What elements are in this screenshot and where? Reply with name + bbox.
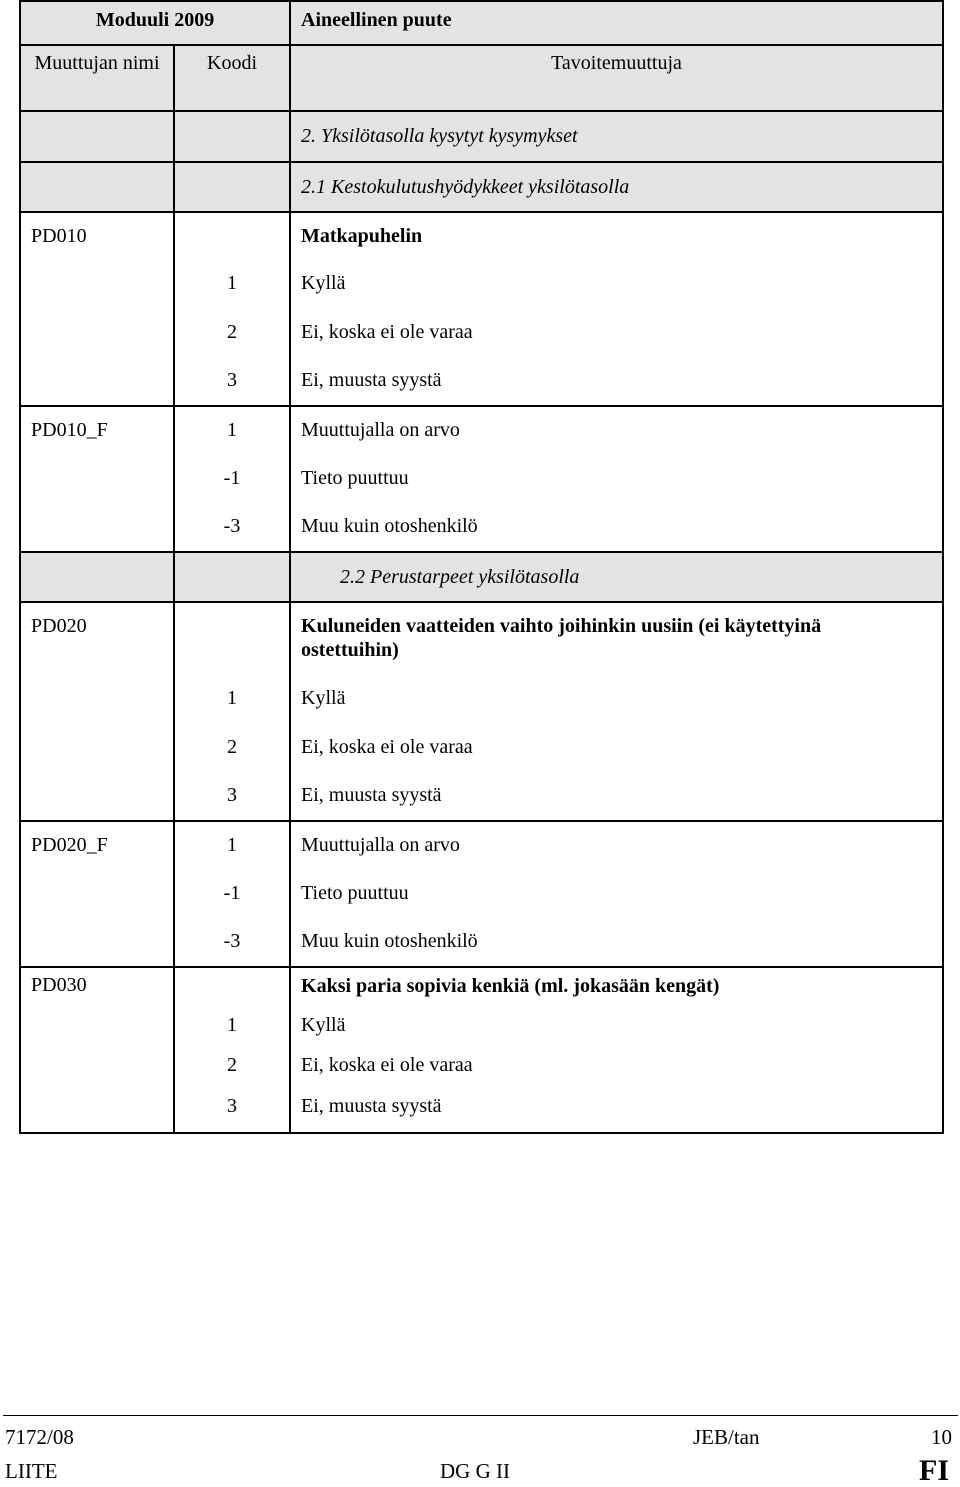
pd020-question: Kuluneiden vaatteiden vaihto joihinkin uusiin (ei käytettyinä ostettuihin) <box>290 602 943 675</box>
pd030-opt2-code: 2 <box>174 1049 290 1090</box>
pd020-question-row <box>20 602 943 675</box>
pd030-question-row <box>20 967 943 1009</box>
pd030-opt1-code: 1 <box>174 1009 290 1049</box>
variables-table <box>19 0 944 1134</box>
pd020-option-row <box>20 675 943 724</box>
footer-doc-number: 7172/08 <box>5 1425 74 1449</box>
pd030-opt2-label: Ei, koska ei ole varaa <box>290 1049 943 1090</box>
pd010f-opt2-code: -1 <box>174 455 290 503</box>
pd010f-opt2-label: Tieto puuttuu <box>290 455 943 503</box>
pd030-option-row <box>20 1049 943 1090</box>
pd010f-opt3-label: Muu kuin otoshenkilö <box>290 503 943 552</box>
pd020f-option-row <box>20 870 943 918</box>
pd020-opt3-code: 3 <box>174 772 290 821</box>
pd020-opt1-label: Kyllä <box>290 675 943 724</box>
pd010-opt2-label: Ei, koska ei ole varaa <box>290 309 943 357</box>
pd010-opt1-label: Kyllä <box>290 260 943 309</box>
pd020f-opt1-label: Muuttujalla on arvo <box>290 821 943 870</box>
pd020f-opt3-label: Muu kuin otoshenkilö <box>290 918 943 967</box>
pd020f-option-row <box>20 821 943 870</box>
pd020-opt1-code: 1 <box>174 675 290 724</box>
pd020f-opt1-code: 1 <box>174 821 290 870</box>
pd020f-name: PD020_F <box>20 821 174 870</box>
header-row-columns <box>20 45 943 111</box>
section-22-row <box>20 552 943 602</box>
module-label: Moduuli 2009 <box>20 1 290 45</box>
section-22-title: 2.2 Perustarpeet yksilötasolla <box>290 552 943 602</box>
pd010f-option-row <box>20 455 943 503</box>
pd030-option-row <box>20 1009 943 1049</box>
pd010-option-row <box>20 260 943 309</box>
col-name-header: Muuttujan nimi <box>20 45 174 111</box>
pd010-option-row <box>20 357 943 406</box>
pd020f-opt2-label: Tieto puuttuu <box>290 870 943 918</box>
content-label: Aineellinen puute <box>290 1 943 45</box>
pd020-name: PD020 <box>20 602 174 675</box>
col-code-header: Koodi <box>174 45 290 111</box>
section-21-title: 2.1 Kestokulutushyödykkeet yksilötasolla <box>290 162 943 212</box>
pd020f-opt3-code: -3 <box>174 918 290 967</box>
pd010-name: PD010 <box>20 212 174 260</box>
footer-dg: DG G II <box>440 1459 510 1483</box>
footer-page-number: 10 <box>931 1425 952 1449</box>
section-2-title: 2. Yksilötasolla kysytyt kysymykset <box>290 111 943 162</box>
pd010f-opt1-code: 1 <box>174 406 290 455</box>
pd010-opt2-code: 2 <box>174 309 290 357</box>
pd030-opt3-label: Ei, muusta syystä <box>290 1090 943 1133</box>
pd020f-option-row <box>20 918 943 967</box>
footer-divider <box>3 1415 958 1416</box>
pd030-name: PD030 <box>20 967 174 1009</box>
footer-language: FI <box>919 1454 949 1487</box>
pd020-opt2-label: Ei, koska ei ole varaa <box>290 724 943 772</box>
pd010-opt3-label: Ei, muusta syystä <box>290 357 943 406</box>
pd020-opt3-label: Ei, muusta syystä <box>290 772 943 821</box>
pd020f-opt2-code: -1 <box>174 870 290 918</box>
pd030-opt1-label: Kyllä <box>290 1009 943 1049</box>
pd010f-option-row <box>20 406 943 455</box>
pd010f-name: PD010_F <box>20 406 174 455</box>
pd010-opt3-code: 3 <box>174 357 290 406</box>
pd030-option-row <box>20 1090 943 1133</box>
pd020-option-row <box>20 772 943 821</box>
pd010-opt1-code: 1 <box>174 260 290 309</box>
pd020-opt2-code: 2 <box>174 724 290 772</box>
col-target-header: Tavoitemuuttuja <box>290 45 943 111</box>
pd010-question: Matkapuhelin <box>290 212 943 260</box>
pd030-question: Kaksi paria sopivia kenkiä (ml. jokasään kengät) <box>290 967 943 1009</box>
pd010-question-row <box>20 212 943 260</box>
pd010-option-row <box>20 309 943 357</box>
pd010f-opt1-label: Muuttujalla on arvo <box>290 406 943 455</box>
section-2-row <box>20 111 943 162</box>
pd030-opt3-code: 3 <box>174 1090 290 1133</box>
footer-author: JEB/tan <box>693 1425 760 1449</box>
pd020-option-row <box>20 724 943 772</box>
section-21-row <box>20 162 943 212</box>
header-row-module <box>20 1 943 45</box>
footer-annex: LIITE <box>5 1459 58 1483</box>
pd010f-opt3-code: -3 <box>174 503 290 552</box>
pd010f-option-row <box>20 503 943 552</box>
